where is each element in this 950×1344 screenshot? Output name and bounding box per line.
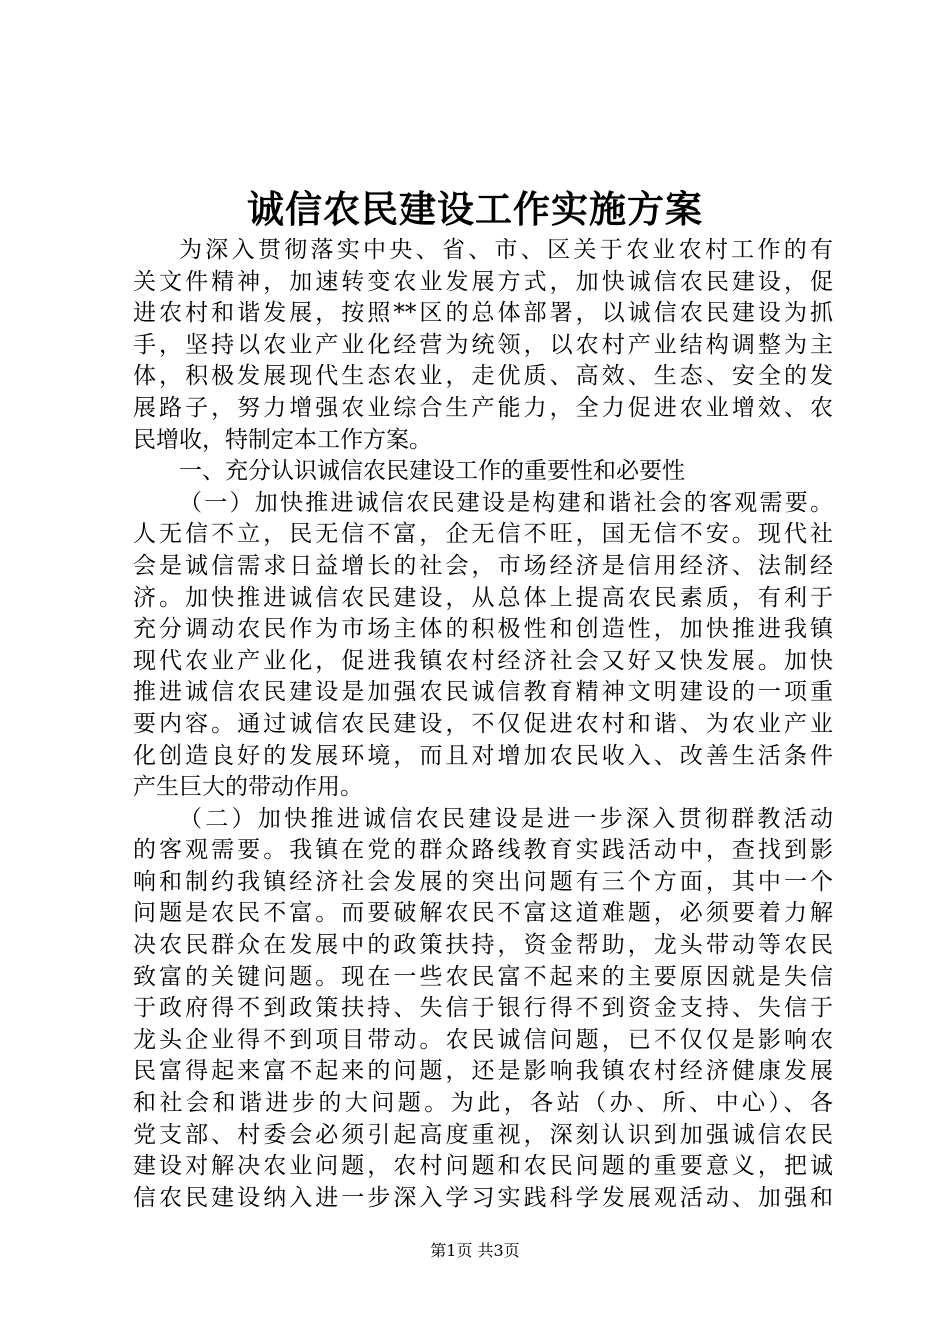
text-line: 建设对解决农业问题，农村问题和农民问题的重要意义，把诚 [133,1153,833,1180]
text-line: 响和制约我镇经济社会发展的突出问题有三个方面，其中一个 [133,868,833,895]
text-line: 的客观需要。我镇在党的群众路线教育实践活动中，查找到影 [133,837,833,864]
page-footer: 第1页 共3页 [430,1241,520,1260]
text-line: 致富的关键问题。现在一些农民富不起来的主要原因就是失信 [133,963,833,990]
document-title: 诚信农民建设工作实施方案 [247,187,703,231]
text-line: 化创造良好的发展环境，而且对增加农民收入、改善生活条件 [133,742,833,769]
text-line: 民增收，特制定本工作方案。 [133,426,432,453]
text-line: 现代农业产业化，促进我镇农村经济社会又好又快发展。加快 [133,647,833,674]
text-line: 问题是农民不富。而要破解农民不富这道难题，必须要着力解 [133,900,833,927]
text-line: （二）加快推进诚信农民建设是进一步深入贯彻群教活动 [179,805,833,832]
text-line: 关文件精神，加速转变农业发展方式，加快诚信农民建设，促 [133,268,833,295]
text-line: 一、充分认识诚信农民建设工作的重要性和必要性 [179,458,685,485]
text-line: （一）加快推进诚信农民建设是构建和谐社会的客观需要。 [179,489,833,516]
text-line: 决农民群众在发展中的政策扶持，资金帮助，龙头带动等农民 [133,932,833,959]
text-line: 充分调动农民作为市场主体的积极性和创造性，加快推进我镇 [133,616,833,643]
text-line: 手，坚持以农业产业化经营为统领，以农村产业结构调整为主 [133,331,833,358]
text-line: 济。加快推进诚信农民建设，从总体上提高农民素质，有利于 [133,584,833,611]
text-line: 要内容。通过诚信农民建设，不仅促进农村和谐、为农业产业 [133,710,833,737]
text-line: 进农村和谐发展，按照**区的总体部署，以诚信农民建设为抓 [133,300,833,327]
text-line: 体，积极发展现代生态农业，走优质、高效、生态、安全的发 [133,363,833,390]
text-line: 党支部、村委会必须引起高度重视，深刻认识到加强诚信农民 [133,1121,833,1148]
document-body [133,235,833,1214]
text-line: 于政府得不到政策扶持、失信于银行得不到资金支持、失信于 [133,995,833,1022]
text-line: 产生巨大的带动作用。 [133,774,363,801]
text-line: 为深入贯彻落实中央、省、市、区关于农业农村工作的有 [179,237,833,263]
text-line: 民富得起来富不起来的问题，还是影响我镇农村经济健康发展 [133,1058,833,1085]
text-line: 信农民建设纳入进一步深入学习实践科学发展观活动、加强和 [133,1184,833,1211]
text-line: 会是诚信需求日益增长的社会，市场经济是信用经济、法制经 [133,552,833,579]
text-line: 龙头企业得不到项目带动。农民诚信问题，已不仅仅是影响农 [133,1026,833,1053]
text-line: 推进诚信农民建设是加强农民诚信教育精神文明建设的一项重 [133,679,833,706]
text-line: 人无信不立，民无信不富，企无信不旺，国无信不安。现代社 [133,521,833,548]
text-line: 和社会和谐进步的大问题。为此，各站（办、所、中心）、各 [133,1090,833,1117]
text-line: 展路子，努力增强农业综合生产能力，全力促进农业增效、农 [133,394,833,421]
